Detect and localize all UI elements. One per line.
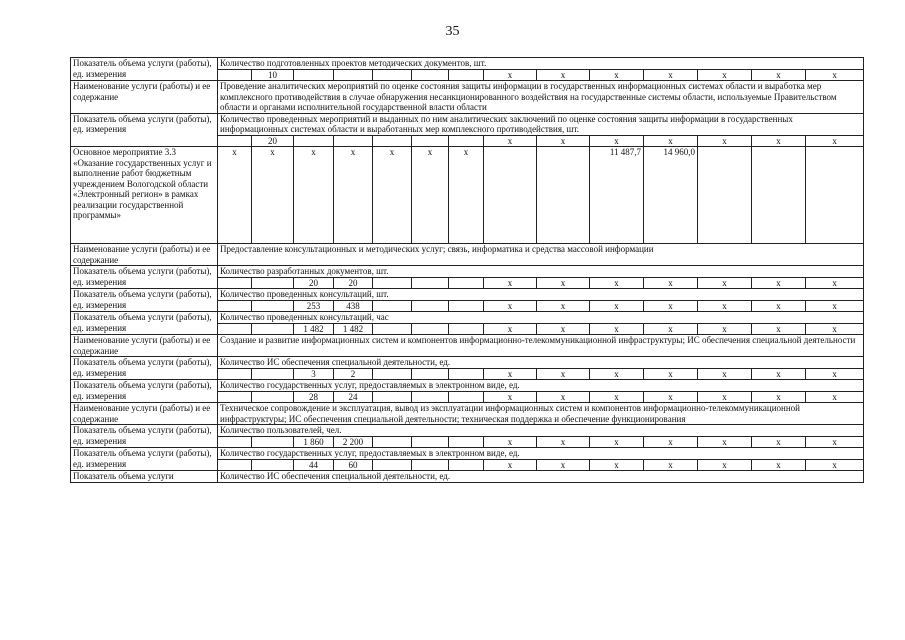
value-cell: x <box>484 459 537 471</box>
service-name-row <box>71 335 864 357</box>
value-cell <box>334 69 373 81</box>
value-cell <box>537 147 590 244</box>
value-cell <box>449 277 484 289</box>
value-cell: 438 <box>334 300 373 312</box>
service-name-row <box>71 244 864 266</box>
value-cell <box>373 391 412 403</box>
value-cell <box>373 135 412 147</box>
value-cell <box>218 323 252 335</box>
value-cell: x <box>334 147 373 244</box>
page-number: 35 <box>445 24 460 39</box>
value-cell: x <box>537 323 590 335</box>
value-cell: x <box>590 368 644 380</box>
value-cell <box>373 368 412 380</box>
value-cell: x <box>752 459 806 471</box>
value-cell: x <box>412 147 449 244</box>
value-cell: x <box>698 459 752 471</box>
value-cell <box>412 368 449 380</box>
value-cell <box>218 277 252 289</box>
service-name-row <box>71 81 864 114</box>
indicator-row <box>71 380 864 392</box>
value-cell: x <box>537 368 590 380</box>
value-cell: x <box>806 436 864 448</box>
value-cell: x <box>806 69 864 81</box>
value-cell <box>412 135 449 147</box>
value-cell: x <box>590 323 644 335</box>
indicator-title: Количество государственных услуг, предоставляемых в электронном виде, ед. <box>218 448 864 460</box>
value-cell: 2 <box>334 368 373 380</box>
value-cell: x <box>698 300 752 312</box>
row-label: Показатель объема услуги (работы), ед. измерения <box>71 425 218 448</box>
value-cell: x <box>806 323 864 335</box>
value-cell <box>218 391 252 403</box>
value-cell <box>252 459 294 471</box>
indicator-title: Количество государственных услуг, предоставляемых в электронном виде, ед. <box>218 380 864 392</box>
service-description: Техническое сопровождение и эксплуатация, вывод из эксплуатации информационных систем и компонентов информационно-телекоммуникационной инфраструктуры; ИС обеспечения специальной деятельности; техническая поддержка и обеспечение функционирования <box>218 403 864 425</box>
value-cell: x <box>484 69 537 81</box>
row-label: Показатель объема услуги (работы), ед. измерения <box>71 357 218 380</box>
indicator-row <box>71 471 864 483</box>
value-cell: x <box>449 147 484 244</box>
value-cell: 44 <box>294 459 334 471</box>
value-cell <box>412 436 449 448</box>
value-cell: x <box>806 300 864 312</box>
service-name-row <box>71 403 864 425</box>
value-cell: 20 <box>334 277 373 289</box>
value-cell <box>252 368 294 380</box>
value-cell: x <box>644 300 698 312</box>
value-cell <box>412 69 449 81</box>
value-cell: x <box>218 147 252 244</box>
value-cell: x <box>644 459 698 471</box>
service-description: Предоставление консультационных и методических услуг; связь, информатика и средства массовой информации <box>218 244 864 266</box>
value-cell: x <box>752 69 806 81</box>
value-cell: 20 <box>252 135 294 147</box>
indicator-row <box>71 113 864 135</box>
value-cell <box>218 135 252 147</box>
row-label: Показатель объема услуги (работы), ед. измерения <box>71 312 218 335</box>
value-cell: x <box>373 147 412 244</box>
value-cell <box>449 391 484 403</box>
service-description: Проведение аналитических мероприятий по оценке состояния защиты информации в государственных информационных системах области и выработка мер комплексного противодействия в случае обнаружения несанкционированного воздействия на государственные системы области, используемые Правительством области и органами исполнительной государственной власти области <box>218 81 864 114</box>
row-label: Показатель объема услуги (работы), ед. измерения <box>71 289 218 312</box>
value-cell: x <box>698 323 752 335</box>
value-cell: x <box>590 135 644 147</box>
value-cell: x <box>698 69 752 81</box>
value-cell <box>252 277 294 289</box>
value-cell: x <box>752 277 806 289</box>
value-cell: 10 <box>252 69 294 81</box>
value-cell <box>412 323 449 335</box>
value-cell <box>373 69 412 81</box>
value-cell <box>373 436 412 448</box>
indicator-row <box>71 266 864 278</box>
value-cell: x <box>590 459 644 471</box>
indicator-row <box>71 289 864 301</box>
value-cell <box>334 135 373 147</box>
indicator-row <box>71 357 864 369</box>
indicator-title: Количество ИС обеспечения специальной деятельности, ед. <box>218 471 864 483</box>
value-cell: x <box>698 436 752 448</box>
row-label: Наименование услуги (работы) и ее содержание <box>71 335 218 357</box>
value-cell <box>449 300 484 312</box>
value-cell: x <box>806 135 864 147</box>
value-cell <box>218 300 252 312</box>
value-cell <box>449 459 484 471</box>
value-cell: x <box>537 69 590 81</box>
value-cell: x <box>590 300 644 312</box>
value-cell: 3 <box>294 368 334 380</box>
row-label: Показатель объема услуги (работы), ед. измерения <box>71 266 218 289</box>
value-cell: x <box>806 277 864 289</box>
row-label: Показатель объема услуги <box>71 471 218 483</box>
row-label: Наименование услуги (работы) и ее содержание <box>71 81 218 114</box>
value-cell: x <box>537 135 590 147</box>
value-cell <box>373 300 412 312</box>
value-cell <box>412 391 449 403</box>
value-cell: x <box>590 436 644 448</box>
value-cell <box>412 459 449 471</box>
value-cell: 24 <box>334 391 373 403</box>
indicator-title: Количество проведенных консультаций, час <box>218 312 864 324</box>
value-cell: x <box>752 135 806 147</box>
value-cell: x <box>644 391 698 403</box>
value-cell: x <box>698 135 752 147</box>
value-cell: x <box>484 277 537 289</box>
value-cell <box>484 147 537 244</box>
value-cell: x <box>806 459 864 471</box>
indicator-row <box>71 58 864 70</box>
value-cell: 1 482 <box>334 323 373 335</box>
value-cell: x <box>537 300 590 312</box>
value-cell <box>252 300 294 312</box>
indicator-title: Количество проведенных мероприятий и выданных по ним аналитических заключений по оценке состояния защиты информации в государственных информационных системах области и выработанных мер комплексного противодействия, шт. <box>218 113 864 135</box>
value-cell: x <box>252 147 294 244</box>
value-cell <box>449 135 484 147</box>
value-cell <box>373 459 412 471</box>
value-cell: 60 <box>334 459 373 471</box>
value-cell: x <box>484 391 537 403</box>
value-cell: 2 200 <box>334 436 373 448</box>
value-cell: x <box>752 436 806 448</box>
value-cell: 1 482 <box>294 323 334 335</box>
value-cell <box>449 436 484 448</box>
value-cell: 1 860 <box>294 436 334 448</box>
value-cell: x <box>590 277 644 289</box>
value-cell: x <box>806 368 864 380</box>
value-cell: x <box>294 147 334 244</box>
value-cell <box>373 277 412 289</box>
value-cell <box>218 69 252 81</box>
indicator-row <box>71 448 864 460</box>
value-cell: x <box>537 391 590 403</box>
value-cell: x <box>537 436 590 448</box>
value-cell: x <box>537 277 590 289</box>
value-cell: 253 <box>294 300 334 312</box>
value-cell: x <box>484 436 537 448</box>
value-cell <box>412 277 449 289</box>
indicator-title: Количество ИС обеспечения специальной деятельности, ед. <box>218 357 864 369</box>
value-cell: x <box>590 69 644 81</box>
value-cell <box>294 135 334 147</box>
activity-row <box>71 147 864 244</box>
row-label: Показатель объема услуги (работы), ед. измерения <box>71 58 218 81</box>
value-cell: x <box>644 323 698 335</box>
value-cell: x <box>752 391 806 403</box>
value-cell <box>373 323 412 335</box>
value-cell: x <box>644 277 698 289</box>
indicator-title: Количество пользователей, чел. <box>218 425 864 437</box>
value-cell <box>698 147 752 244</box>
value-cell: 20 <box>294 277 334 289</box>
value-cell <box>449 323 484 335</box>
indicator-row <box>71 312 864 324</box>
value-cell <box>252 323 294 335</box>
value-cell <box>449 368 484 380</box>
value-cell <box>218 459 252 471</box>
value-cell: x <box>752 300 806 312</box>
value-cell <box>752 147 806 244</box>
value-cell: 11 487,7 <box>590 147 644 244</box>
service-description: Создание и развитие информационных систем и компонентов информационно-телекоммуникационной инфраструктуры; ИС обеспечения специальной деятельности <box>218 335 864 357</box>
services-table <box>70 57 864 483</box>
value-cell: x <box>752 323 806 335</box>
value-cell: x <box>644 436 698 448</box>
value-cell: x <box>484 300 537 312</box>
value-cell: x <box>698 368 752 380</box>
row-label: Показатель объема услуги (работы), ед. измерения <box>71 380 218 403</box>
value-cell <box>252 436 294 448</box>
value-cell: x <box>644 69 698 81</box>
value-cell <box>412 300 449 312</box>
value-cell: x <box>752 368 806 380</box>
row-label: Показатель объема услуги (работы), ед. измерения <box>71 448 218 471</box>
value-cell: x <box>484 135 537 147</box>
indicator-title: Количество подготовленных проектов методических документов, шт. <box>218 58 864 70</box>
value-cell: x <box>806 391 864 403</box>
indicator-title: Количество проведенных консультаций, шт. <box>218 289 864 301</box>
value-cell: x <box>644 135 698 147</box>
indicator-title: Количество разработанных документов, шт. <box>218 266 864 278</box>
value-cell <box>218 436 252 448</box>
value-cell <box>218 368 252 380</box>
value-cell <box>252 391 294 403</box>
row-label: Наименование услуги (работы) и ее содержание <box>71 244 218 266</box>
value-cell: x <box>698 391 752 403</box>
value-cell <box>294 69 334 81</box>
value-cell: 28 <box>294 391 334 403</box>
value-cell <box>806 147 864 244</box>
row-label: Показатель объема услуги (работы), ед. измерения <box>71 113 218 147</box>
value-cell: x <box>698 277 752 289</box>
value-cell <box>449 69 484 81</box>
value-cell: x <box>484 323 537 335</box>
value-cell: x <box>590 391 644 403</box>
value-cell: x <box>644 368 698 380</box>
activity-label: Основное мероприятие 3.3 «Оказание государственных услуг и выполнение работ бюджетным учреждением Вологодской области «Электронный регион» в рамках реализации государственной программы» <box>71 147 218 244</box>
indicator-row <box>71 425 864 437</box>
row-label: Наименование услуги (работы) и ее содержание <box>71 403 218 425</box>
value-cell: x <box>484 368 537 380</box>
value-cell: x <box>537 459 590 471</box>
value-cell: 14 960,0 <box>644 147 698 244</box>
